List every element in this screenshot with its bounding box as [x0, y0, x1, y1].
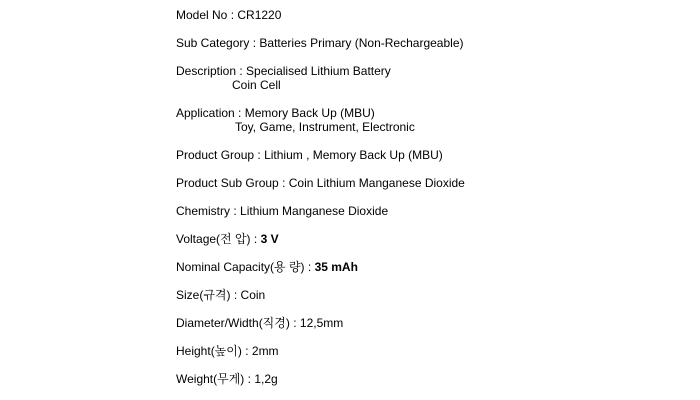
- spec-row-nominal-capacity: [176, 260, 465, 274]
- product-spec-list: [176, 8, 465, 400]
- spec-value: Memory Back Up (MBU): [244, 106, 375, 120]
- spec-separator: :: [241, 344, 252, 358]
- spec-separator: :: [254, 148, 265, 162]
- spec-separator: :: [227, 8, 238, 22]
- spec-label: Product Sub Group: [176, 176, 279, 190]
- spec-separator: :: [278, 176, 289, 190]
- spec-value: Coin Lithium Manganese Dioxide: [288, 176, 465, 190]
- spec-label: Description: [176, 64, 237, 78]
- spec-label: Model No: [176, 8, 228, 22]
- spec-value: CR1220: [237, 8, 282, 22]
- spec-separator: :: [250, 232, 261, 246]
- spec-row-sub-category: [176, 36, 465, 50]
- spec-label: Size(규격): [176, 288, 231, 302]
- spec-separator: :: [304, 260, 315, 274]
- spec-value-line2: Coin Cell: [232, 78, 281, 92]
- spec-row-weight: [176, 372, 465, 386]
- spec-row-chemistry: [176, 204, 465, 218]
- spec-value: 1,2g: [254, 372, 278, 386]
- spec-value-line2: Toy, Game, Instrument, Electronic: [235, 120, 415, 134]
- spec-row-description: [176, 64, 465, 92]
- spec-label: Height(높이): [176, 344, 242, 358]
- spec-value: 12,5mm: [299, 316, 344, 330]
- spec-row-application: [176, 106, 465, 134]
- spec-row-model-no: [176, 8, 465, 22]
- spec-separator: :: [230, 288, 241, 302]
- spec-row-product-group: [176, 148, 465, 162]
- spec-value: Coin: [240, 288, 266, 302]
- spec-value: Batteries Primary (Non-Rechargeable): [259, 36, 464, 50]
- spec-separator: :: [289, 316, 300, 330]
- spec-label: Nominal Capacity(용 량): [176, 260, 305, 274]
- spec-value: 3 V: [260, 232, 279, 246]
- spec-separator: :: [236, 64, 247, 78]
- spec-label: Sub Category: [176, 36, 250, 50]
- spec-separator: :: [249, 36, 260, 50]
- spec-label: Chemistry: [176, 204, 231, 218]
- spec-separator: :: [244, 372, 255, 386]
- spec-row-size: [176, 288, 465, 302]
- spec-label: Voltage(전 압): [176, 232, 251, 246]
- spec-label: Diameter/Width(직경): [176, 316, 290, 330]
- spec-row-diameter-width: [176, 316, 465, 330]
- spec-label: Product Group: [176, 148, 255, 162]
- spec-value: 2mm: [251, 344, 279, 358]
- spec-label: Application: [176, 106, 235, 120]
- spec-value: Lithium , Memory Back Up (MBU): [264, 148, 443, 162]
- spec-row-height: [176, 344, 465, 358]
- spec-value: 35 mAh: [314, 260, 358, 274]
- spec-row-product-sub-group: [176, 176, 465, 190]
- spec-value: Lithium Manganese Dioxide: [240, 204, 389, 218]
- spec-row-voltage: [176, 232, 465, 246]
- spec-value: Specialised Lithium Battery: [246, 64, 391, 78]
- spec-separator: :: [234, 106, 245, 120]
- spec-separator: :: [230, 204, 241, 218]
- spec-label: Weight(무게): [176, 372, 245, 386]
